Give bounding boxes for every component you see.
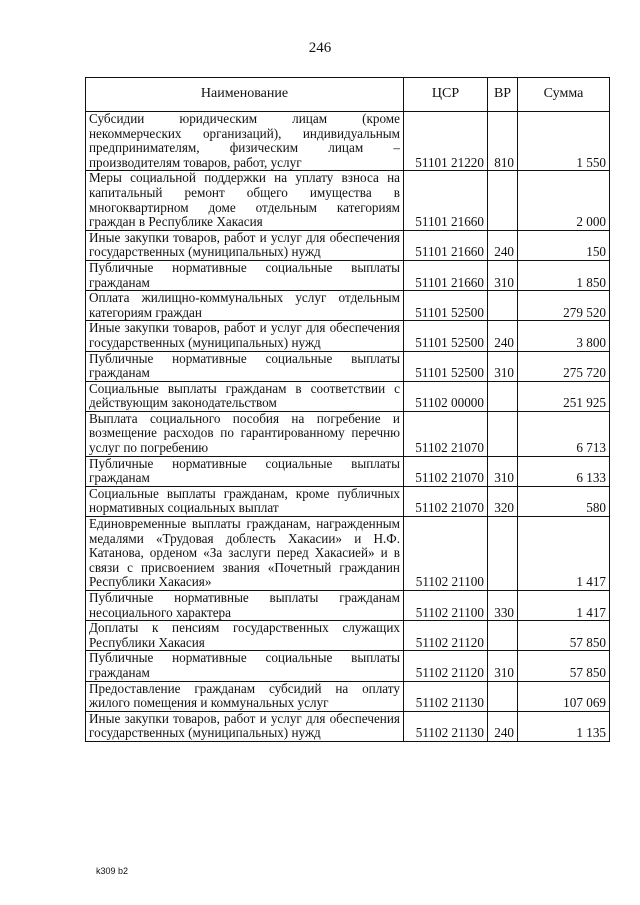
table-row (86, 351, 610, 381)
table-row (86, 456, 610, 486)
table-row (86, 591, 610, 621)
table-row (86, 486, 610, 516)
cell-name: Доплаты к пенсиям государственных служащих Республики Хакасия (86, 621, 404, 651)
cell-sum: 57 850 (518, 651, 610, 681)
table-row (86, 230, 610, 260)
cell-csr: 51101 52500 (404, 291, 488, 321)
cell-name: Единовременные выплаты гражданам, награжденным медалями «Трудовая доблесть Хакасии» и Н.Ф. Катанова, орденом «За заслуги перед Хакасией» и в связи с присвоением звания «Почетный гражданин Республики Хакасия» (86, 517, 404, 591)
table-row (86, 651, 610, 681)
cell-csr: 51102 00000 (404, 381, 488, 411)
header-sum: Сумма (518, 78, 610, 112)
table-header-row (86, 78, 610, 112)
table-row (86, 171, 610, 230)
cell-csr: 51102 21100 (404, 517, 488, 591)
cell-sum: 6 133 (518, 456, 610, 486)
table-row (86, 291, 610, 321)
cell-csr: 51102 21130 (404, 711, 488, 741)
cell-csr: 51102 21070 (404, 486, 488, 516)
cell-name: Социальные выплаты гражданам, кроме публичных нормативных социальных выплат (86, 486, 404, 516)
cell-vr: 320 (488, 486, 518, 516)
cell-vr (488, 517, 518, 591)
cell-name: Публичные нормативные социальные выплаты гражданам (86, 260, 404, 290)
cell-csr: 51102 21120 (404, 651, 488, 681)
cell-name: Субсидии юридическим лицам (кроме некоммерческих организаций), индивидуальным предпринимателям, физическим лицам – производителям товаров, работ, услуг (86, 112, 404, 171)
cell-name: Меры социальной поддержки на уплату взноса на капитальный ремонт общего имущества в многоквартирном доме отдельным категориям граждан в Республике Хакасия (86, 171, 404, 230)
cell-vr (488, 381, 518, 411)
cell-name: Публичные нормативные социальные выплаты гражданам (86, 651, 404, 681)
cell-sum: 1 417 (518, 591, 610, 621)
table-row (86, 321, 610, 351)
table-row (86, 381, 610, 411)
cell-sum: 580 (518, 486, 610, 516)
cell-vr: 310 (488, 456, 518, 486)
cell-csr: 51101 52500 (404, 321, 488, 351)
table-row (86, 411, 610, 456)
table-body (86, 112, 610, 742)
table-row (86, 517, 610, 591)
cell-name: Иные закупки товаров, работ и услуг для обеспечения государственных (муниципальных) нужд (86, 321, 404, 351)
cell-csr: 51102 21130 (404, 681, 488, 711)
cell-sum: 107 069 (518, 681, 610, 711)
cell-sum: 279 520 (518, 291, 610, 321)
cell-sum: 3 800 (518, 321, 610, 351)
cell-csr: 51102 21120 (404, 621, 488, 651)
header-name: Наименование (86, 78, 404, 112)
cell-csr: 51101 21660 (404, 171, 488, 230)
table-row (86, 681, 610, 711)
cell-name: Иные закупки товаров, работ и услуг для обеспечения государственных (муниципальных) нужд (86, 711, 404, 741)
cell-sum: 1 417 (518, 517, 610, 591)
cell-sum: 251 925 (518, 381, 610, 411)
cell-vr: 310 (488, 651, 518, 681)
cell-name: Социальные выплаты гражданам в соответствии с действующим законодательством (86, 381, 404, 411)
cell-name: Публичные нормативные социальные выплаты гражданам (86, 351, 404, 381)
cell-vr (488, 411, 518, 456)
cell-name: Иные закупки товаров, работ и услуг для обеспечения государственных (муниципальных) нужд (86, 230, 404, 260)
cell-vr: 310 (488, 260, 518, 290)
cell-sum: 1 850 (518, 260, 610, 290)
cell-vr: 240 (488, 321, 518, 351)
cell-name: Публичные нормативные выплаты гражданам несоциального характера (86, 591, 404, 621)
cell-vr (488, 681, 518, 711)
page-number: 246 (308, 40, 332, 56)
cell-name: Выплата социального пособия на погребение и возмещение расходов по гарантированному перечню услуг по погребению (86, 411, 404, 456)
cell-csr: 51101 21660 (404, 230, 488, 260)
cell-name: Оплата жилищно-коммунальных услуг отдельным категориям граждан (86, 291, 404, 321)
cell-sum: 57 850 (518, 621, 610, 651)
header-csr: ЦСР (404, 78, 488, 112)
table-row (86, 260, 610, 290)
cell-csr: 51102 21070 (404, 411, 488, 456)
cell-csr: 51101 21660 (404, 260, 488, 290)
cell-vr: 810 (488, 112, 518, 171)
cell-sum: 1 135 (518, 711, 610, 741)
cell-vr (488, 621, 518, 651)
table-row (86, 621, 610, 651)
footer-code: k309 b2 (96, 866, 129, 876)
cell-sum: 275 720 (518, 351, 610, 381)
cell-vr (488, 171, 518, 230)
cell-csr: 51101 52500 (404, 351, 488, 381)
cell-csr: 51102 21070 (404, 456, 488, 486)
cell-sum: 150 (518, 230, 610, 260)
cell-name: Предоставление гражданам субсидий на оплату жилого помещения и коммунальных услуг (86, 681, 404, 711)
cell-sum: 6 713 (518, 411, 610, 456)
cell-vr: 330 (488, 591, 518, 621)
cell-sum: 2 000 (518, 171, 610, 230)
cell-csr: 51102 21100 (404, 591, 488, 621)
table-row (86, 711, 610, 741)
cell-vr (488, 291, 518, 321)
cell-vr: 240 (488, 230, 518, 260)
cell-csr: 51101 21220 (404, 112, 488, 171)
budget-table (85, 77, 610, 742)
cell-sum: 1 550 (518, 112, 610, 171)
cell-vr: 240 (488, 711, 518, 741)
table-row (86, 112, 610, 171)
cell-name: Публичные нормативные социальные выплаты гражданам (86, 456, 404, 486)
header-vr: ВР (488, 78, 518, 112)
cell-vr: 310 (488, 351, 518, 381)
